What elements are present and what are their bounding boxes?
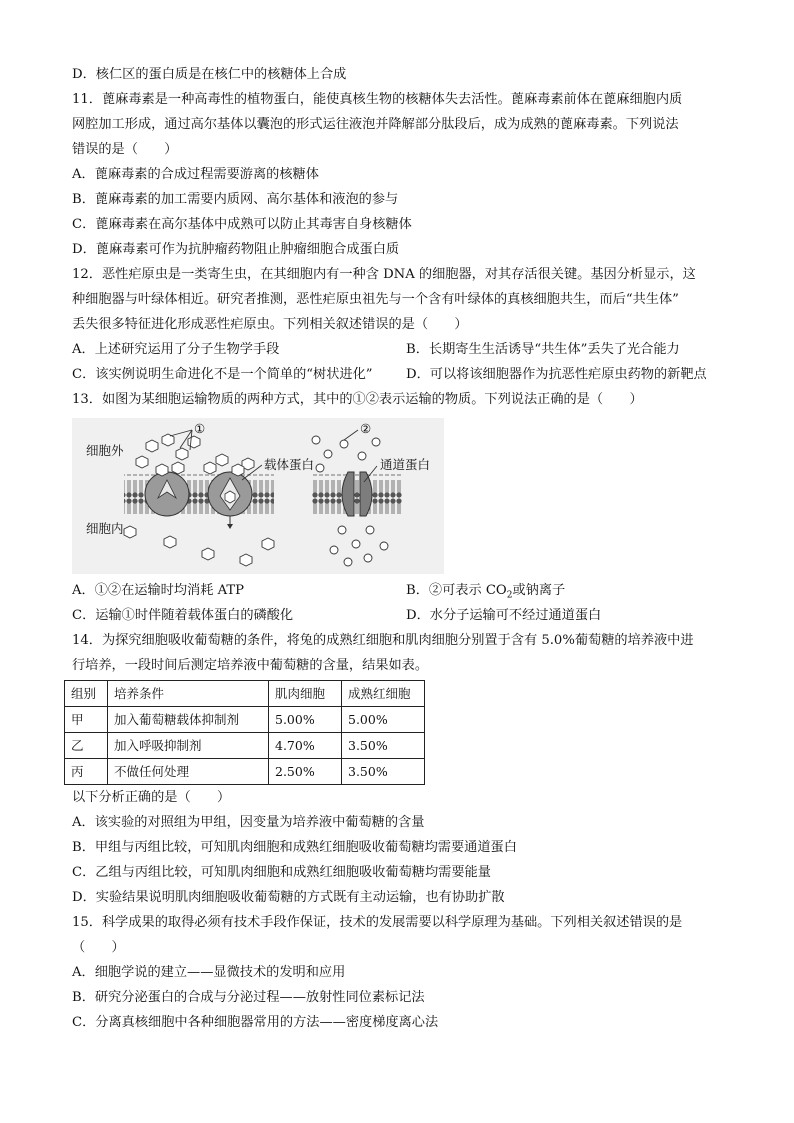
q15-stem-line2: （ ） [72, 940, 125, 955]
q15-option-a: A．细胞学说的建立——显微技术的发明和应用 [72, 965, 346, 980]
q13-option-b [406, 578, 565, 603]
label-channel-protein: 通道蛋白 [380, 457, 431, 472]
label-inside: 细胞内 [86, 521, 124, 536]
table-cell: 5.00% [269, 707, 342, 733]
q13-option-d: D．水分子运输可不经过通道蛋白 [406, 608, 602, 623]
q12-options-row2 [72, 362, 732, 387]
q13-option-b-text: B．②可表示 CO [406, 583, 507, 598]
q14-option-b: B．甲组与丙组比较，可知肌肉细胞和成熟红细胞吸收葡萄糖均需要通道蛋白 [72, 840, 517, 855]
q11-option-d: D．蓖麻毒素可作为抗肿瘤药物阻止肿瘤细胞合成蛋白质 [72, 242, 400, 257]
q13-option-b-subscript: 2 [506, 590, 513, 601]
q14-option-a: A．该实验的对照组为甲组，因变量为培养液中葡萄糖的含量 [72, 815, 425, 830]
label-molecule-1: ① [194, 421, 206, 436]
q14-stem-line1: 14．为探究细胞吸收葡萄糖的条件，将兔的成熟红细胞和肌肉细胞分别置于含有 5.0%葡萄糖的培养液中进 [72, 633, 694, 648]
table-cell: 乙 [65, 733, 108, 759]
table-cell: 3.50% [342, 733, 425, 759]
q15-stem-line1: 15．科学成果的取得必须有技术手段作保证，技术的发展需要以科学原理为基础。下列相关叙述错误的是 [72, 915, 683, 930]
q12-stem-line3: 丢失很多特征进化形成恶性疟原虫。下列相关叙述错误的是（ ） [72, 317, 468, 332]
table-cell: 不做任何处理 [108, 759, 269, 785]
membrane-transport-figure [72, 418, 444, 574]
table-row [65, 707, 425, 733]
q12-option-b: B．长期寄生生活诱导“共生体”丢失了光合能力 [406, 342, 680, 357]
table-cell: 3.50% [342, 759, 425, 785]
label-molecule-2: ② [360, 421, 372, 436]
table-cell: 丙 [65, 759, 108, 785]
q13-option-b-text-end: 或钠离子 [512, 583, 566, 598]
q12-option-d: D．可以将该细胞器作为抗恶性疟原虫药物的新靶点 [406, 367, 707, 382]
table-row [65, 759, 425, 785]
table-cell: 5.00% [342, 707, 425, 733]
table-cell: 甲 [65, 707, 108, 733]
membrane-right [312, 474, 402, 514]
q13-options-row1 [72, 578, 732, 603]
table-cell: 4.70% [269, 733, 342, 759]
q14-stem-line2: 行培养，一段时间后测定培养液中葡萄糖的含量，结果如表。 [72, 658, 429, 673]
q13-option-a: A．①②在运输时均消耗 ATP [72, 583, 245, 598]
q15-option-b: B．研究分泌蛋白的合成与分泌过程——放射性同位素标记法 [72, 990, 425, 1005]
q14-after-table: 以下分析正确的是（ ） [72, 790, 231, 805]
label-carrier-protein: 载体蛋白 [264, 457, 315, 472]
q12-stem-line2: 种细胞器与叶绿体相近。研究者推测，恶性疟原虫祖先与一个含有叶绿体的真核细胞共生，而后“共生体” [72, 292, 679, 307]
q12-options-row1 [72, 337, 732, 362]
table-row [65, 733, 425, 759]
table-cell: 加入葡萄糖载体抑制剂 [108, 707, 269, 733]
table-header-cell: 组别 [65, 681, 108, 707]
q12-stem-line1: 12．恶性疟原虫是一类寄生虫，在其细胞内有一种含 DNA 的细胞器，对其存活很关键。基因分析显示，这 [72, 267, 696, 282]
table-header-cell: 成熟红细胞 [342, 681, 425, 707]
label-outside: 细胞外 [86, 443, 124, 458]
q11-stem-line3: 错误的是（ ） [72, 142, 178, 157]
q13-option-c: C．运输①时伴随着载体蛋白的磷酸化 [72, 608, 294, 623]
q12-option-a: A．上述研究运用了分子生物学手段 [72, 342, 280, 357]
q13-stem: 13．如图为某细胞运输物质的两种方式，其中的①②表示运输的物质。下列说法正确的是（ ） [72, 392, 643, 407]
q14-results-table [64, 680, 425, 785]
q10-option-d: D．核仁区的蛋白质是在核仁中的核糖体上合成 [72, 67, 347, 82]
q11-option-c: C．蓖麻毒素在高尔基体中成熟可以防止其毒害自身核糖体 [72, 217, 412, 232]
q11-stem-line2: 网腔加工形成，通过高尔基体以囊泡的形式运往液泡并降解部分肽段后，成为成熟的蓖麻毒素。下列说法 [72, 117, 679, 132]
table-header-cell: 培养条件 [108, 681, 269, 707]
table-header-row [65, 681, 425, 707]
carrier-protein-1 [145, 472, 189, 516]
table-header-cell: 肌肉细胞 [269, 681, 342, 707]
q12-option-c: C．该实例说明生命进化不是一个简单的“树状进化” [72, 367, 373, 382]
table-cell: 加入呼吸抑制剂 [108, 733, 269, 759]
q11-option-b: B．蓖麻毒素的加工需要内质网、高尔基体和液泡的参与 [72, 192, 399, 207]
q11-stem-line1: 11．蓖麻毒素是一种高毒性的植物蛋白，能使真核生物的核糖体失去活性。蓖麻毒素前体在蓖麻细胞内质 [72, 92, 683, 107]
table-cell: 2.50% [269, 759, 342, 785]
q13-options-row2 [72, 603, 732, 628]
exam-page [72, 62, 732, 1035]
q14-option-d: D．实验结果说明肌肉细胞吸收葡萄糖的方式既有主动运输，也有协助扩散 [72, 890, 505, 905]
q11-option-a: A．蓖麻毒素的合成过程需要游离的核糖体 [72, 167, 319, 182]
q15-option-c: C．分离真核细胞中各种细胞器常用的方法——密度梯度离心法 [72, 1015, 439, 1030]
membrane-diagram [72, 418, 444, 574]
q14-option-c: C．乙组与丙组比较，可知肌肉细胞和成熟红细胞吸收葡萄糖均需要能量 [72, 865, 491, 880]
